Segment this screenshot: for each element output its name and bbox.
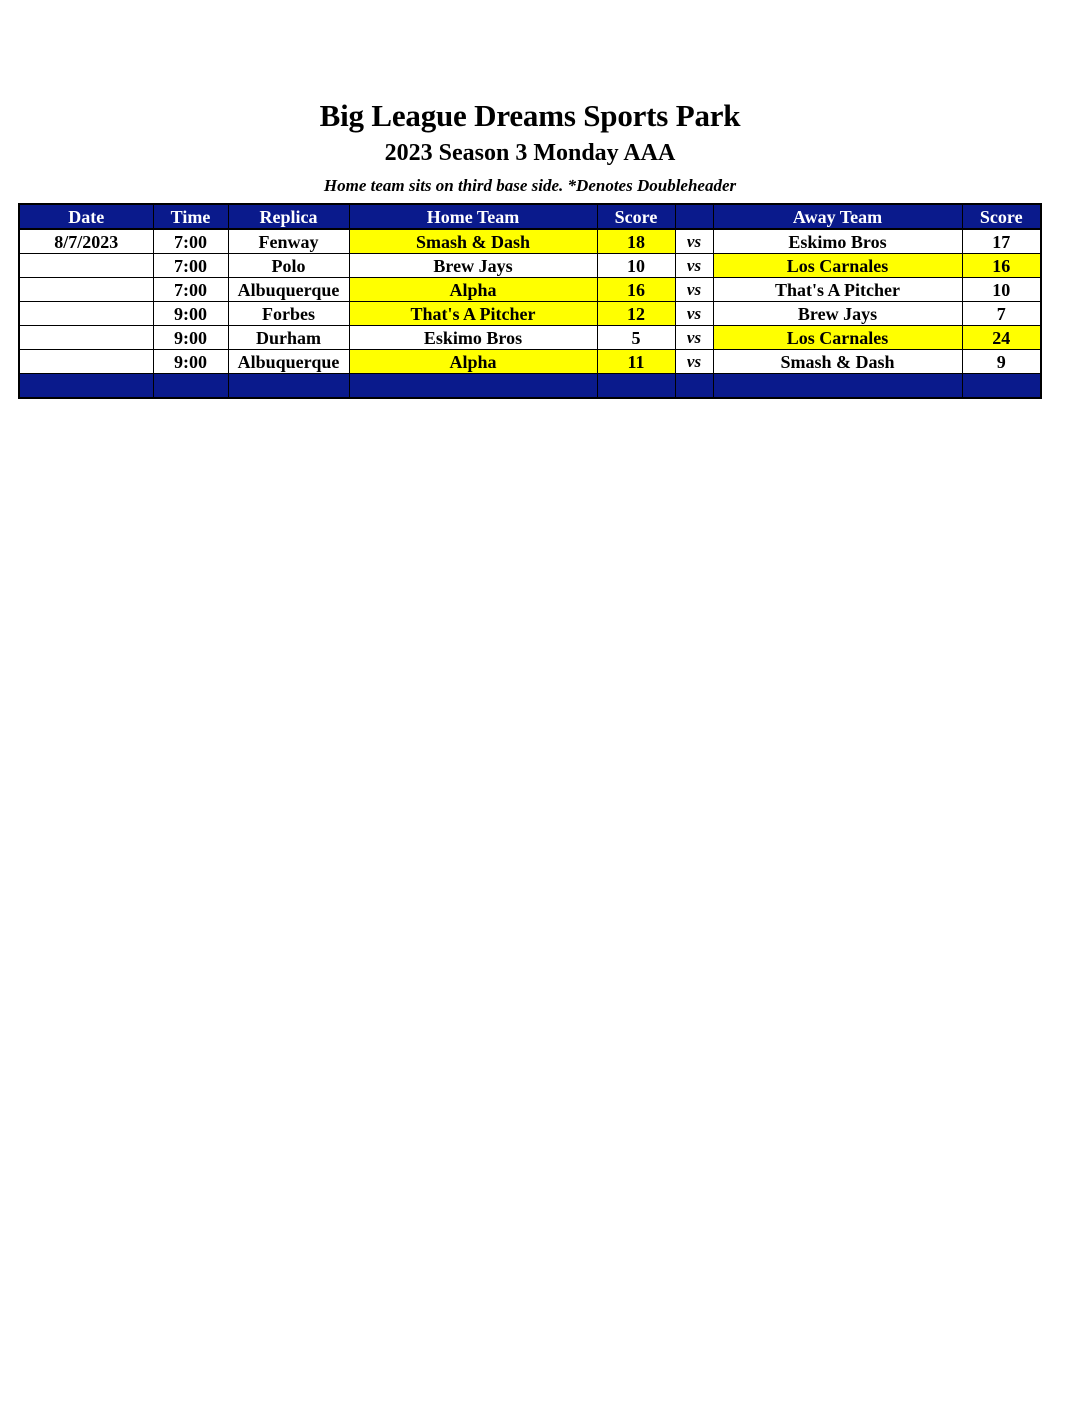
home-team-cell: Alpha [349,278,597,302]
doubleheader-note: Home team sits on third base side. *Denotes Doubleheader [323,176,737,195]
replica-cell: Durham [228,326,349,350]
time-cell: 9:00 [153,326,228,350]
column-header-time: Time [153,204,228,229]
home-team-cell: That's A Pitcher [349,302,597,326]
column-header-replica: Replica [228,204,349,229]
vs-cell: vs [675,229,713,254]
vs-cell: vs [675,254,713,278]
schedule-table [18,203,1042,399]
table-row [19,229,1041,254]
away-team-cell: Los Carnales [713,254,962,278]
footer-cell [713,374,962,399]
table-row [19,350,1041,374]
column-header-away-team: Away Team [713,204,962,229]
away-score-cell: 9 [962,350,1041,374]
column-header-date: Date [19,204,153,229]
time-cell: 9:00 [153,350,228,374]
home-score-cell: 5 [597,326,675,350]
away-team-cell: Smash & Dash [713,350,962,374]
column-header-home-team: Home Team [349,204,597,229]
home-score-cell: 16 [597,278,675,302]
footer-cell [597,374,675,399]
away-score-cell: 17 [962,229,1041,254]
away-team-cell: Brew Jays [713,302,962,326]
column-header-home-score: Score [597,204,675,229]
home-score-cell: 10 [597,254,675,278]
footer-cell [153,374,228,399]
date-cell [19,254,153,278]
vs-cell: vs [675,350,713,374]
table-row [19,302,1041,326]
date-cell [19,302,153,326]
footer-cell [349,374,597,399]
home-team-cell: Smash & Dash [349,229,597,254]
away-score-cell: 7 [962,302,1041,326]
replica-cell: Forbes [228,302,349,326]
date-cell [19,278,153,302]
away-score-cell: 16 [962,254,1041,278]
home-team-cell: Alpha [349,350,597,374]
footer-cell [675,374,713,399]
table-row [19,278,1041,302]
home-score-cell: 12 [597,302,675,326]
time-cell: 7:00 [153,278,228,302]
replica-cell: Polo [228,254,349,278]
away-score-cell: 24 [962,326,1041,350]
date-cell [19,350,153,374]
home-team-cell: Brew Jays [349,254,597,278]
vs-cell: vs [675,278,713,302]
time-cell: 7:00 [153,254,228,278]
replica-cell: Albuquerque [228,278,349,302]
replica-cell: Albuquerque [228,350,349,374]
vs-cell: vs [675,326,713,350]
away-team-cell: Los Carnales [713,326,962,350]
date-cell: 8/7/2023 [19,229,153,254]
away-team-cell: Eskimo Bros [713,229,962,254]
replica-cell: Fenway [228,229,349,254]
home-score-cell: 18 [597,229,675,254]
vs-cell: vs [675,302,713,326]
time-cell: 7:00 [153,229,228,254]
table-row [19,326,1041,350]
footer-cell [19,374,153,399]
time-cell: 9:00 [153,302,228,326]
home-score-cell: 11 [597,350,675,374]
page-title: Big League Dreams Sports Park [319,98,741,133]
away-score-cell: 10 [962,278,1041,302]
column-header-vs [675,204,713,229]
home-team-cell: Eskimo Bros [349,326,597,350]
away-team-cell: That's A Pitcher [713,278,962,302]
table-footer-row [19,374,1041,399]
date-cell [19,326,153,350]
table-row [19,254,1041,278]
page-subtitle: 2023 Season 3 Monday AAA [384,140,676,166]
table-header-row [19,204,1041,229]
column-header-away-score: Score [962,204,1041,229]
footer-cell [228,374,349,399]
footer-cell [962,374,1041,399]
